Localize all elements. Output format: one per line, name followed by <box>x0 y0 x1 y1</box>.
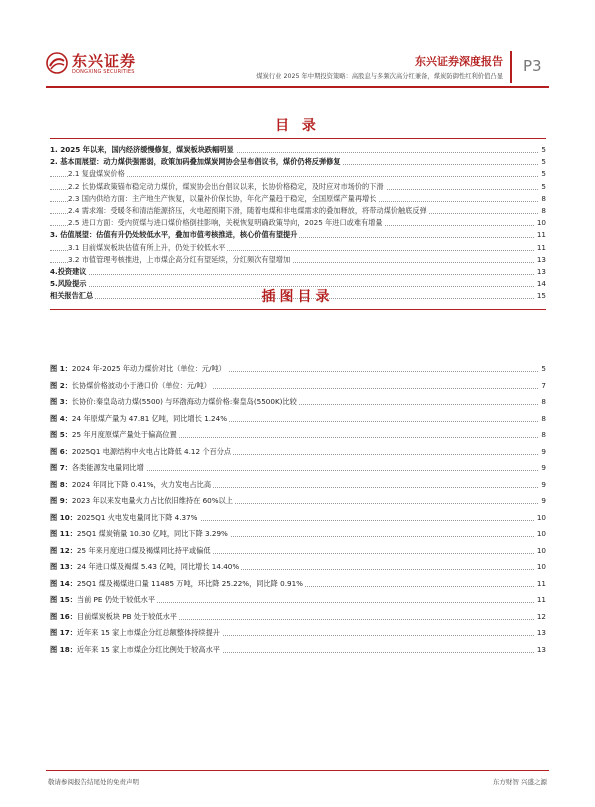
figure-entry-page: 9 <box>541 446 546 456</box>
figure-caption: 2025Q1 电源结构中火电占比降低 4.12 个百分点 <box>71 446 232 456</box>
figures-title-rule <box>50 309 546 310</box>
figure-label: 图 13： <box>50 562 77 571</box>
figure-label: 图 7： <box>50 463 72 472</box>
figure-entry-page: 8 <box>541 413 546 423</box>
toc-title: 目 录 <box>275 118 320 134</box>
toc-entry-title: 3.1 目前煤炭板块估值有所上升，仍处于较低水平 <box>68 242 226 252</box>
toc-entry-title: 3. 估值展望：估值有升仍处较低水平，叠加市值考核推进，核心价值有望提升 <box>50 230 298 240</box>
toc-entry-page: 8 <box>541 206 546 215</box>
toc-entry-page: 5 <box>541 181 546 191</box>
toc-entry-page: 13 <box>536 254 546 264</box>
toc-entry[interactable] <box>50 181 546 193</box>
toc-entry-page: 10 <box>536 218 546 228</box>
figure-entry-title <box>50 462 146 474</box>
figure-entry-title <box>50 627 222 639</box>
figure-entry-page: 10 <box>536 545 546 555</box>
figure-entry-page: 5 <box>541 364 546 373</box>
figures-title: 插图目录 <box>261 289 334 305</box>
toc-leader-dots <box>50 274 546 275</box>
toc-entry[interactable] <box>50 217 546 229</box>
figure-label: 图 5： <box>50 430 72 439</box>
figure-label: 图 15： <box>50 595 77 604</box>
figure-entry[interactable] <box>50 578 546 590</box>
page-number: P3 <box>523 57 542 75</box>
figure-entry-title <box>50 594 157 606</box>
figure-entry-page: 12 <box>536 611 546 621</box>
figure-entry[interactable] <box>50 528 546 540</box>
figure-entry-page: 9 <box>541 479 546 489</box>
figure-entry[interactable] <box>50 512 546 524</box>
figure-caption: 2024 年同比下降 0.41%，火力发电占比高 <box>71 479 212 489</box>
footer-slogan: 东方财智 兴盛之源 <box>492 778 547 786</box>
figure-entry[interactable] <box>50 594 546 606</box>
figure-entry[interactable] <box>50 446 546 458</box>
toc-entry-title: 2.2 长协煤政策锚布稳定动力煤价，煤炭协会出台倡议以来，长协价格稳定，及时应对市场价的下滑 <box>68 181 384 191</box>
figure-caption: 2024 年-2025 年动力煤价对比（单位：元/吨） <box>71 364 226 373</box>
toc-entry[interactable] <box>50 254 546 266</box>
toc-entry-page: 11 <box>536 242 546 252</box>
toc-entry[interactable] <box>50 193 546 205</box>
toc-entry-title: 2.5 进口方面：受内贸煤与进口煤价格倒挂影响，关税恢复明确政策导向，2025 年进口或难有增量 <box>68 218 383 228</box>
toc-entry-title: 3.2 市值管理考核推进，上市煤企高分红有望延续，分红频次有望增加 <box>68 254 291 264</box>
figure-label: 图 4： <box>50 413 72 423</box>
figure-entry-page: 11 <box>536 595 546 604</box>
figure-entry[interactable] <box>50 413 546 425</box>
figure-caption: 25 年月度原煤产量处于偏高位置 <box>71 430 177 439</box>
toc-entry-page: 15 <box>536 291 546 301</box>
figure-caption: 近年来 15 家上市煤企分红总额整体持续提升 <box>76 628 220 637</box>
figure-entry[interactable] <box>50 644 546 656</box>
toc-entry-page: 5 <box>541 169 546 179</box>
figure-caption: 25Q1 煤及褐煤进口量 11485 万吨，环比降 25.22%，同比降 0.91% <box>76 578 303 588</box>
figure-entry[interactable] <box>50 380 546 392</box>
figure-entry[interactable] <box>50 396 546 408</box>
figure-label: 图 12： <box>50 545 77 555</box>
toc-entry-page: 5 <box>541 145 546 154</box>
figure-entry-page: 13 <box>536 644 546 654</box>
toc-entry[interactable] <box>50 266 546 278</box>
footer-rule <box>46 770 549 771</box>
figure-label: 图 14： <box>50 578 77 588</box>
figure-entry-title <box>50 611 179 623</box>
figure-entry-title <box>50 644 222 656</box>
report-type: 东兴证券深度报告 <box>415 55 503 68</box>
toc-entry-page: 14 <box>536 279 546 289</box>
figure-label: 图 6： <box>50 446 72 456</box>
figure-label: 图 1： <box>50 364 72 373</box>
figure-caption: 长协煤价格波动小于港口价（单位：元/吨） <box>71 380 211 390</box>
toc-entry-title: 4.投资建议 <box>50 267 87 276</box>
toc-entry-title: 1. 2025 年以来，国内经济缓慢修复，煤炭板块跌幅明显 <box>50 145 234 154</box>
figure-caption: 24 年原煤产量为 47.81 亿吨，同比增长 1.24% <box>71 413 228 423</box>
figure-entry-page: 8 <box>541 430 546 439</box>
figure-caption: 2025Q1 火电发电量同比下降 4.37% <box>76 512 198 522</box>
figure-entry-title <box>50 495 235 507</box>
logo-text-en: DONGXING SECURITIES <box>72 69 135 75</box>
figure-entry-page: 10 <box>536 562 546 571</box>
figure-entry-page: 7 <box>541 380 546 390</box>
figure-entry-page: 8 <box>541 397 546 406</box>
toc-entry[interactable] <box>50 242 546 254</box>
figure-label: 图 3： <box>50 397 72 406</box>
figure-label: 图 2： <box>50 380 72 390</box>
figure-entry-title <box>50 446 233 458</box>
report-subtitle: 煤炭行业 2025 年中期投资策略：高股息与多频次高分红兼备，煤炭防御性红利价值凸显 <box>256 73 503 80</box>
figure-caption: 近年来 15 家上市煤企分红比例处于较高水平 <box>76 644 220 654</box>
page-header <box>0 0 595 88</box>
figure-entry-page: 10 <box>536 512 546 522</box>
figure-label: 图 10： <box>50 512 77 522</box>
figure-entry[interactable] <box>50 611 546 623</box>
logo-text-cn: 东兴证券 <box>72 52 137 70</box>
toc-entry[interactable] <box>50 205 546 217</box>
toc-entry-page: 8 <box>541 193 546 203</box>
figure-label: 图 16： <box>50 611 77 621</box>
figure-entry-page: 10 <box>536 529 546 538</box>
figure-caption: 25 年来月度进口煤及褐煤同比持平或偏低 <box>76 545 211 555</box>
header-divider <box>510 51 512 83</box>
toc-entry-title: 2.3 国内供给方面：主产地生产恢复，以量补价保长协，年化产量趋于稳定，全国原煤产量再增长 <box>68 193 377 203</box>
toc-entry[interactable] <box>50 156 546 168</box>
figure-label: 图 9： <box>50 496 72 505</box>
figure-entry[interactable] <box>50 363 546 375</box>
figure-entry[interactable] <box>50 495 546 507</box>
toc-entry-page: 13 <box>536 267 546 276</box>
toc-entry-title: 5.风险提示 <box>50 279 87 289</box>
figure-entry[interactable] <box>50 561 546 573</box>
figure-caption: 2023 年以来发电量火力占比依旧维持在 60%以上 <box>71 496 233 505</box>
toc-entry-page: 5 <box>541 157 546 167</box>
figure-label: 图 8： <box>50 479 72 489</box>
figure-caption: 当前 PE 仍处于较低水平 <box>76 595 156 604</box>
toc-entry-page: 11 <box>536 230 546 240</box>
toc-entry[interactable] <box>50 168 546 180</box>
figure-entry-page: 13 <box>536 628 546 637</box>
figure-entry[interactable] <box>50 462 546 474</box>
figure-entry[interactable] <box>50 429 546 441</box>
figure-label: 图 17： <box>50 628 77 637</box>
figure-entry-title <box>50 380 213 392</box>
figure-entry-page: 9 <box>541 463 546 472</box>
toc-entry-title: 2.1 复盘煤炭价格 <box>68 169 125 179</box>
figure-entry-title <box>50 512 200 524</box>
header-rule <box>46 86 549 88</box>
figure-entry-title <box>50 413 229 425</box>
figure-entry-title <box>50 545 213 557</box>
figure-caption: 各类能源发电量同比增 <box>71 463 144 472</box>
figure-caption: 25Q1 煤炭销量 10.30 亿吨，同比下降 3.29% <box>76 529 228 538</box>
footer-disclaimer: 敬请参阅报告结尾处的免责声明 <box>48 778 139 786</box>
toc-entry[interactable] <box>50 144 546 156</box>
figure-caption: 24 年进口煤及褐煤 5.43 亿吨，同比增长 14.40% <box>76 562 240 571</box>
figure-label: 图 18： <box>50 644 77 654</box>
dongxing-logo-icon <box>46 52 68 74</box>
figure-caption: 目前煤炭板块 PB 处于较低水平 <box>76 611 177 621</box>
figure-entry[interactable] <box>50 479 546 491</box>
figure-caption: 长协价:秦皇岛动力煤(5500) 与环渤海动力煤价格:秦皇岛(5500K)比较 <box>71 397 297 406</box>
figure-entry-title <box>50 429 179 441</box>
figure-label: 图 11： <box>50 529 77 538</box>
toc-entry-title: 相关报告汇总 <box>50 291 94 301</box>
figure-entry-title <box>50 363 228 375</box>
figure-entry[interactable] <box>50 627 546 639</box>
company-logo <box>46 50 146 80</box>
toc-entry-title: 2. 基本面展望：动力煤供强需弱，政策加码叠加煤炭网协会呈布倡议书，煤价仍将反弹修复 <box>50 157 341 167</box>
figure-entry-page: 9 <box>541 496 546 505</box>
toc-title-rule <box>50 138 546 139</box>
figure-entry[interactable] <box>50 545 546 557</box>
figure-entry-title <box>50 528 230 540</box>
figure-entry-title <box>50 479 213 491</box>
figure-entry-title <box>50 561 241 573</box>
toc-entry-title: 2.4 需求端：受暖冬和清洁能源挤压，火电超预期下滑，随着电煤和非电煤需求的叠加释放，将带动煤价触底反弹 <box>68 206 427 215</box>
figure-entry-title <box>50 396 299 408</box>
figure-entry-page: 11 <box>536 578 546 588</box>
toc-entry[interactable] <box>50 229 546 241</box>
figure-entry-title <box>50 578 305 590</box>
